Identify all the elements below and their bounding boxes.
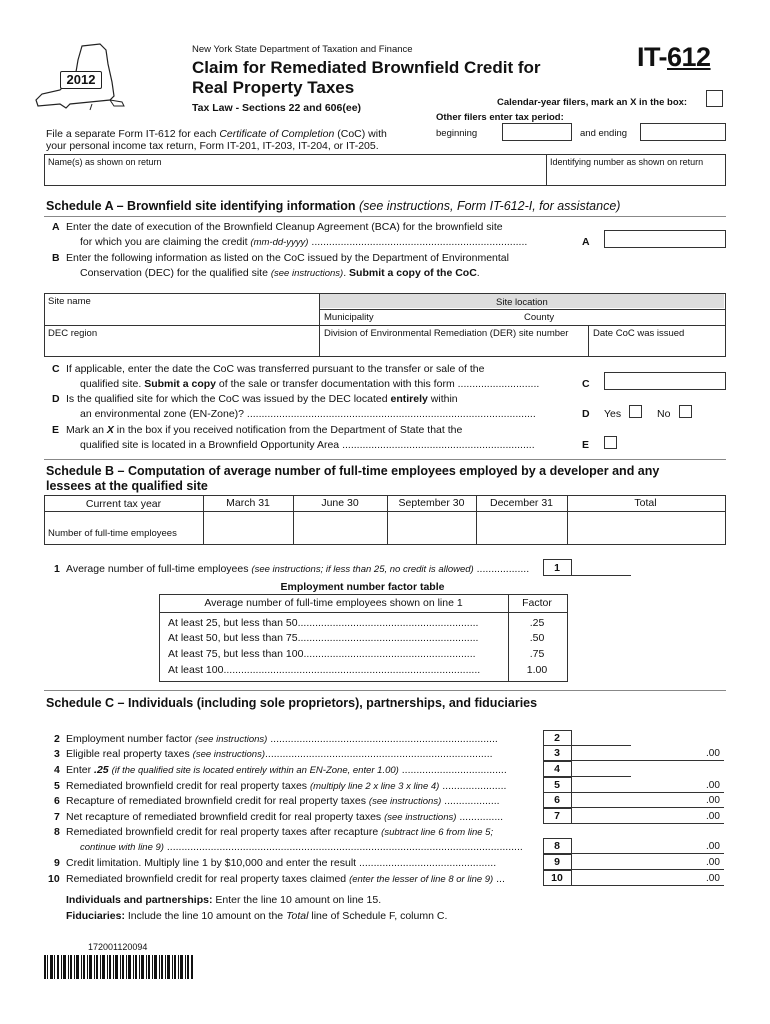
other-filers-label: Other filers enter tax period: — [436, 112, 564, 123]
id-number-label: Identifying number as shown on return — [550, 157, 704, 167]
line-1-box-label: 1 — [554, 562, 560, 574]
september-employees-field[interactable] — [388, 512, 476, 543]
line-8-cents: .00 — [706, 841, 720, 852]
line-10-box-label: 10 — [551, 872, 563, 884]
schedule-a-title: Schedule A – Brownfield site identifying information (see instructions, Form IT-612-I, for assistance) — [46, 199, 621, 213]
instructions-line2: your personal income tax return, Form IT-201, IT-203, IT-204, or IT-205. — [46, 140, 379, 152]
line-8-box-label: 8 — [554, 840, 560, 852]
line-b-text2: Conservation (DEC) for the qualified site (see instructions). Submit a copy of the CoC. — [80, 267, 480, 279]
factor-value: 1.00 — [526, 664, 548, 676]
beginning-date-field[interactable] — [502, 123, 572, 141]
line-7-cents: .00 — [706, 811, 720, 822]
factor-value: .25 — [529, 617, 545, 629]
dec-region-label: DEC region — [48, 328, 98, 339]
form-number — [637, 42, 711, 73]
line-10-text: Remediated brownfield credit for real property taxes claimed (enter the lesser of line 8 or line 9) ... — [66, 873, 505, 885]
schedule-c-title: Schedule C – Individuals (including sole proprietors), partnerships, and fiduciaries — [46, 696, 538, 710]
yes-label: Yes — [604, 408, 622, 420]
line-6-box-label: 6 — [554, 794, 560, 806]
line-e-text2: qualified site is located in a Brownfield Opportunity Area .................................................................. — [80, 439, 535, 451]
line-5-cents: .00 — [706, 780, 720, 791]
total-employees-field[interactable] — [568, 512, 724, 543]
line-e-letter: E — [52, 424, 60, 436]
line-5-box-label: 5 — [554, 779, 560, 791]
coc-transfer-date-field[interactable] — [604, 372, 726, 390]
form-title-line2: Real Property Taxes — [192, 78, 355, 97]
line-9-text: Credit limitation. Multiply line 1 by $10,000 and enter the result ............................................... — [66, 857, 497, 869]
county-label: County — [524, 312, 555, 323]
line-5-number: 5 — [54, 780, 60, 792]
barcode-number: 172001120094 — [88, 942, 148, 952]
factor-row: At least 50, but less than 75.............................................................. — [168, 632, 479, 644]
line-10-number: 10 — [48, 873, 60, 885]
line-1-number: 1 — [54, 563, 60, 575]
line-6-text: Recapture of remediated brownfield credit for real property taxes (see instructions) ................... — [66, 795, 500, 807]
factor-row: At least 75, but less than 100........................................................... — [168, 648, 476, 660]
line-b-letter: B — [52, 252, 60, 264]
form-title-line1: Claim for Remediated Brownfield Credit for — [192, 58, 541, 77]
agency-name: New York State Department of Taxation and Finance — [192, 44, 413, 55]
line-c-text2: qualified site. Submit a copy of the sale or transfer documentation with this form ............................ — [80, 378, 540, 390]
site-location-label: Site location — [496, 297, 548, 308]
line-3-number: 3 — [54, 748, 60, 760]
site-name-field[interactable] — [45, 308, 318, 324]
line-a-box-label: A — [582, 236, 590, 248]
line-e-text1: Mark an X in the box if you received notification from the Department of State that the — [66, 424, 463, 436]
brownfield-opportunity-area-checkbox[interactable] — [604, 436, 617, 449]
factor-value: .75 — [529, 648, 545, 660]
line-b-text1: Enter the following information as listed on the CoC issued by the Department of Environmental — [66, 252, 509, 264]
der-site-number-label: Division of Environmental Remediation (DER) site number — [324, 328, 569, 339]
factor-table-title: Employment number factor table — [280, 581, 445, 593]
site-name-label: Site name — [48, 296, 91, 307]
line-4-box-label: 4 — [554, 763, 560, 775]
line-10-cents: .00 — [706, 873, 720, 884]
form-number-suffix: 612 — [667, 42, 711, 72]
factor-header-right: Factor — [522, 597, 552, 609]
line-1-text: Average number of full-time employees (see instructions; if less than 25, no credit is allowed) .................. — [66, 563, 530, 575]
line-1-amount-field[interactable] — [571, 559, 631, 576]
line-3-text: Eligible real property taxes (see instructions).............................................................................. — [66, 748, 493, 760]
line-6-number: 6 — [54, 795, 60, 807]
line-8-text2: continue with line 9) .......................................................................................................................... — [80, 841, 523, 853]
line-3-amount-field[interactable] — [571, 745, 724, 761]
employees-row-label: Number of full-time employees — [48, 528, 177, 539]
line-10-amount-field[interactable] — [571, 870, 724, 886]
line-d-letter: D — [52, 393, 60, 405]
line-2-text: Employment number factor (see instructions) .............................................................................. — [66, 733, 498, 745]
line-c-box-label: C — [582, 378, 590, 390]
line-8-text1: Remediated brownfield credit for real property taxes after recapture (subtract line 6 from line 5; — [66, 826, 494, 838]
schedule-b-title-line1: Schedule B – Computation of average number of full-time employees employed by a developer and any — [46, 464, 660, 478]
line-6-amount-field[interactable] — [571, 792, 724, 808]
line-7-amount-field[interactable] — [571, 808, 724, 824]
beginning-label: beginning — [436, 128, 478, 139]
line-7-text: Net recapture of remediated brownfield credit for real property taxes (see instructions) ............... — [66, 811, 504, 823]
form-number-prefix: IT- — [637, 42, 667, 72]
line-5-text: Remediated brownfield credit for real property taxes (multiply line 2 x line 3 x line 4) ...................... — [66, 780, 507, 792]
ending-date-field[interactable] — [640, 123, 726, 141]
line-2-amount-field[interactable] — [571, 730, 631, 746]
line-9-box-label: 9 — [554, 856, 560, 868]
line-7-number: 7 — [54, 811, 60, 823]
line-c-letter: C — [52, 363, 60, 375]
col-march-header: March 31 — [226, 497, 270, 509]
instructions-line1: File a separate Form IT-612 for each Certificate of Completion (CoC) with — [46, 128, 387, 140]
barcode — [44, 955, 194, 979]
col-september-header: September 30 — [398, 497, 465, 509]
line-d-box-label: D — [582, 408, 590, 420]
bca-date-field[interactable] — [604, 230, 726, 248]
line-5-amount-field[interactable] — [571, 777, 724, 793]
factor-value: .50 — [529, 632, 545, 644]
factor-row: At least 25, but less than 50.............................................................. — [168, 617, 479, 629]
current-tax-year-header: Current tax year — [85, 498, 162, 510]
tax-law-reference: Tax Law - Sections 22 and 606(ee) — [192, 102, 362, 114]
line-8-number: 8 — [54, 826, 60, 838]
factor-header-left: Average number of full-time employees shown on line 1 — [204, 597, 463, 609]
line-4-number: 4 — [54, 764, 60, 776]
date-coc-issued-label: Date CoC was issued — [593, 328, 685, 339]
calendar-year-checkbox[interactable] — [706, 90, 723, 107]
line-9-cents: .00 — [706, 857, 720, 868]
line-7-box-label: 7 — [554, 810, 560, 822]
col-total-header: Total — [634, 497, 657, 509]
en-zone-no-checkbox[interactable] — [679, 405, 692, 418]
fiduciaries-note: Fiduciaries: Include the line 10 amount on the Total line of Schedule F, column C. — [66, 910, 448, 922]
line-8-amount-field[interactable] — [571, 838, 724, 854]
schedule-b-title-line2: lessees at the qualified site — [46, 479, 208, 493]
line-2-box-label: 2 — [554, 732, 560, 744]
december-employees-field[interactable] — [477, 512, 567, 543]
line-3-box-label: 3 — [554, 747, 560, 759]
line-d-text1: Is the qualified site for which the CoC was issued by the DEC located entirely within — [66, 393, 458, 405]
line-a-text2: for which you are claiming the credit (mm-dd-yyyy) .......................................................................... — [80, 236, 528, 248]
no-label: No — [657, 408, 671, 420]
line-3-cents: .00 — [706, 748, 720, 759]
line-4-amount-field[interactable] — [571, 761, 631, 777]
line-d-text2: an environmental zone (EN-Zone)? ................................................................................................... — [80, 408, 536, 420]
line-a-letter: A — [52, 221, 60, 233]
municipality-label: Municipality — [324, 312, 374, 323]
line-2-number: 2 — [54, 733, 60, 745]
names-label: Name(s) as shown on return — [48, 157, 162, 167]
tax-year: 2012 — [60, 71, 102, 89]
line-6-cents: .00 — [706, 795, 720, 806]
calendar-year-label: Calendar-year filers, mark an X in the box: — [497, 97, 688, 108]
june-employees-field[interactable] — [294, 512, 387, 543]
line-4-text: Enter .25 (if the qualified site is located entirely within an EN-Zone, enter 1.00) .................................... — [66, 764, 507, 776]
line-e-box-label: E — [582, 439, 590, 451]
ending-label: and ending — [580, 128, 628, 139]
line-9-number: 9 — [54, 857, 60, 869]
en-zone-yes-checkbox[interactable] — [629, 405, 642, 418]
col-june-header: June 30 — [321, 497, 359, 509]
col-december-header: December 31 — [489, 497, 554, 509]
march-employees-field[interactable] — [204, 512, 293, 543]
line-a-text1: Enter the date of execution of the Brownfield Cleanup Agreement (BCA) for the brownfield site — [66, 221, 503, 233]
factor-row: At least 100........................................................................................ — [168, 664, 481, 676]
individuals-note: Individuals and partnerships: Enter the line 10 amount on line 15. — [66, 894, 382, 906]
line-9-amount-field[interactable] — [571, 854, 724, 870]
line-c-text1: If applicable, enter the date the CoC was transferred pursuant to the transfer or sale of the — [66, 363, 485, 375]
